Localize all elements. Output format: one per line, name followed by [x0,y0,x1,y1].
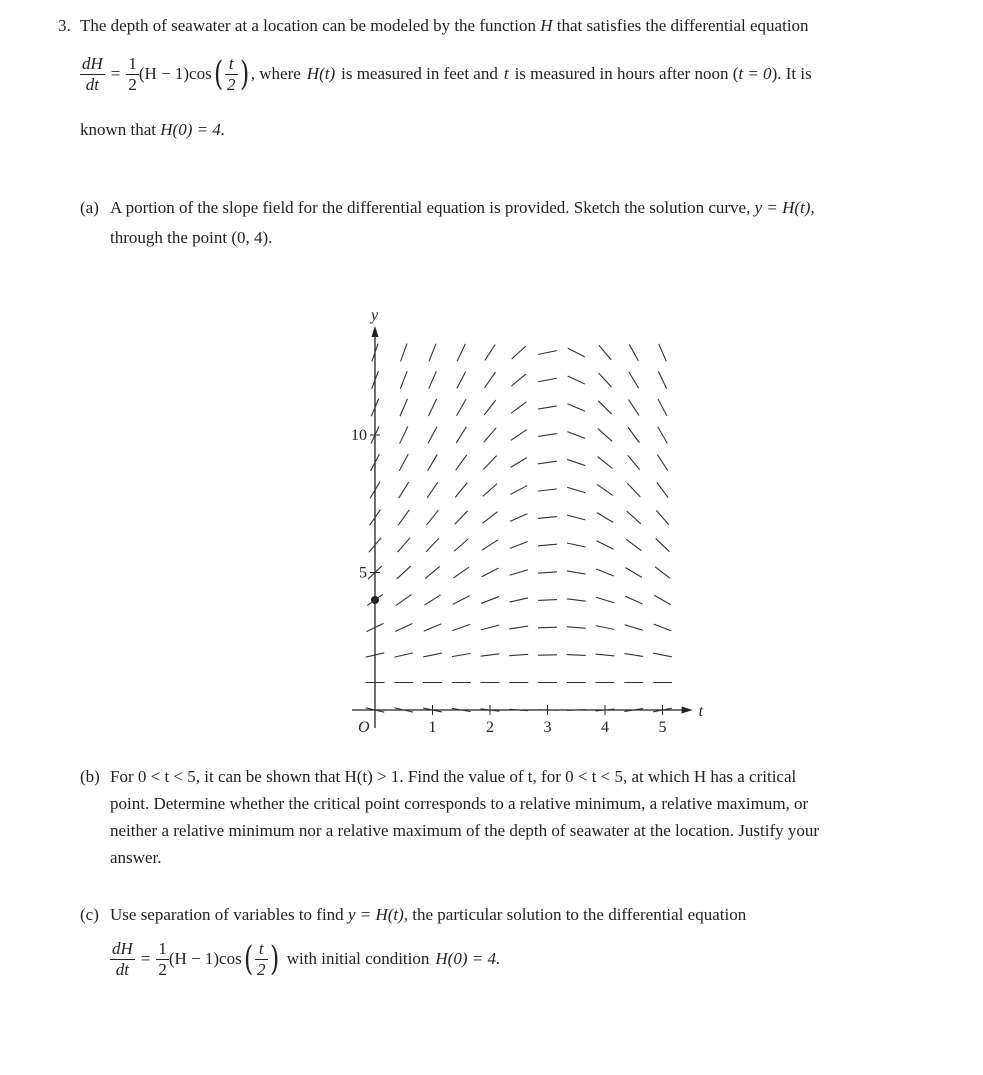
slope-segment [538,572,557,573]
slope-segment [482,512,497,524]
t-axis-arrow [682,707,693,714]
slope-segment [427,482,438,498]
known-text: known that [80,120,157,139]
t-zero: t = 0 [738,64,772,84]
slope-segment [658,399,667,416]
known-line [80,118,225,142]
slope-segment [456,427,466,443]
slope-segment [510,542,528,549]
slope-segment [484,428,496,442]
slope-segment [511,458,527,468]
slope-segment [599,373,612,387]
slope-segment [596,597,614,602]
slope-segment [396,595,412,606]
part-b-line-1: For 0 < t < 5, it can be shown that H(t) > 1. Find the value of t, for 0 < t < 5, at which H has a critical [110,767,797,786]
y-axis-label: y [371,307,379,324]
slope-segment [509,626,528,629]
slope-segment [538,378,557,381]
slope-segment [627,483,640,497]
intro-func: H [540,16,553,35]
slope-segment [428,454,438,470]
intro-text: The depth of seawater at a location can be modeled by the function [80,16,536,35]
slope-segment [654,595,670,604]
slope-segment [427,510,439,525]
slope-segment [394,653,413,657]
c-eq-body: (H − 1)cos [168,949,242,969]
part-b-label: (b) [80,767,100,786]
slope-segment [424,624,442,631]
c-half-den: 2 [158,959,167,979]
c-equals-sign: = [140,949,151,969]
slope-segment [597,513,613,523]
c-half-num: 1 [158,939,167,958]
axis-labels [351,307,704,736]
x-tick-label: 5 [658,719,667,736]
slope-segment [655,567,670,579]
slope-segment [424,595,440,605]
slope-segments [366,344,673,713]
half-fraction [126,55,139,94]
x-tick-label: 1 [428,719,437,736]
slope-segment [483,456,496,470]
part-b-line-2: point. Determine whether the critical point corresponds to a relative minimum, a relative maximum, or [110,794,809,813]
y-tick-label: 5 [359,564,367,582]
slope-segment [656,510,668,524]
slope-segment [596,654,615,656]
c-dH-dt-fraction [110,940,135,979]
y-axis-arrow [372,326,379,337]
slope-segment [658,371,666,388]
c-cond: H(0) = 4. [435,949,501,969]
slope-segment [510,486,527,495]
half-num: 1 [128,54,137,73]
c-frac-den: dt [115,959,129,979]
slope-segment [567,459,585,465]
slope-segment [509,654,528,655]
slope-segment [568,376,585,384]
slope-segment [658,427,668,443]
slope-segment [399,482,409,498]
slope-segment [453,567,469,578]
slope-segment [654,624,672,631]
slope-segment [400,399,408,416]
c-frac-num: dH [112,939,133,958]
slope-segment [598,457,613,469]
Ht: H(t) [306,64,336,84]
y-tick-label: 10 [351,427,367,444]
slope-segment [456,455,467,470]
part-a-text-2: through the point [110,228,228,247]
slope-segment [598,429,612,442]
slope-segment [454,539,468,552]
t-over-2-fraction [225,55,238,94]
slope-segment [653,653,672,657]
slope-segment [567,515,585,520]
slope-segment [625,625,643,630]
equals-sign: = [110,64,121,84]
slope-segment [428,399,436,416]
x-tick-label: 2 [486,719,494,736]
part-a-point: (0, 4). [231,228,273,247]
c-t-over-2-fraction [255,940,268,979]
slope-segment [457,372,466,389]
slope-segment [429,371,437,388]
part-a-line-1 [110,196,815,220]
slope-segment [485,345,495,361]
x-tick-label: 3 [543,719,552,736]
slope-segment [453,596,470,605]
problem-intro [80,14,809,38]
slope-segment [596,569,614,576]
part-c-line-1 [110,903,746,927]
slope-segment [481,654,500,656]
slope-segment [626,539,641,550]
problem-number: 3. [58,16,71,35]
slope-segment [567,571,586,574]
c-t-num: t [255,940,268,960]
slope-segment [398,538,410,552]
slope-segment [567,487,585,492]
where-1: , where [250,64,301,84]
dH-dt-fraction [80,55,105,94]
slope-segment [567,655,586,656]
slope-segment [455,511,468,525]
slope-segment [398,510,409,525]
slope-segment [538,600,557,601]
slope-segment [596,541,613,549]
slope-segment [538,351,557,355]
part-a-line-2 [110,226,272,250]
slope-segment [628,455,640,470]
slope-segment [656,538,670,551]
slope-segment [457,344,465,361]
c-cond-text: with initial condition [286,949,430,969]
t-num: t [225,55,238,75]
slope-segment [395,624,412,632]
slope-segment [567,432,585,439]
slope-segment [567,599,586,601]
slope-segment [482,540,498,550]
slope-segment [452,624,470,630]
slope-segment [567,627,586,629]
t-var: t [503,64,509,84]
initial-condition: H(0) = 4. [160,120,226,139]
slope-segment [511,430,527,441]
part-c-text-1c: the particular solution to the differential equation [412,905,747,924]
part-b-line-4: answer. [110,848,162,867]
slope-segment [401,344,407,362]
slope-segment [510,570,528,575]
slope-segment [657,455,667,471]
differential-equation-line: $\frac{dH}{dt}$ = $\frac{1}{2}$ (H − 1)cos ( $\frac{t}{2}$ ) , where H(t) is measured in feet and t is measured in hours after noon ( t = 0 ). It is [82,54,812,95]
slope-segment [629,344,638,361]
slope-segment [457,399,466,415]
slope-segment [484,400,496,415]
slope-segment [538,434,557,437]
frac-den: dt [85,74,99,94]
slope-segment [568,348,585,357]
eq-body: (H − 1)cos [138,64,212,84]
slope-segment [538,489,557,491]
intro-text-end: that satisfies the differential equation [556,16,809,35]
c-half-fraction [156,940,169,979]
where-3: is measured in hours after noon ( [514,64,739,84]
part-c-equation-line: $\frac{dH}{dt}$ = $\frac{1}{2}$ (H − 1)cos ( $\frac{t}{2}$ ) with initial condition H(0) = 4. [112,939,501,980]
slope-segment [659,344,667,361]
origin-label: O [358,719,370,736]
slope-segment [455,483,467,498]
half-den: 2 [128,74,137,94]
slope-segment [481,597,499,604]
slope-segment [485,372,496,388]
x-tick-label: 4 [601,719,609,736]
slope-segment [596,626,615,630]
slope-segment [482,568,499,577]
slope-segment [598,401,611,414]
where-2: is measured in feet and [341,64,498,84]
slope-segment [400,371,407,389]
slope-segment [625,596,642,604]
slope-segment [426,538,439,552]
slope-segment [481,625,499,630]
slope-segment [538,406,557,409]
slope-segment [599,345,611,360]
slope-segment [483,484,497,497]
slope-segment [510,514,527,522]
slope-segment [628,427,639,442]
slope-segment [509,598,528,602]
frac-num: dH [82,54,103,73]
part-a-label: (a) [80,198,99,217]
slope-segment [627,511,641,524]
slope-segment [629,372,639,388]
slope-segment [538,517,557,519]
slope-segment [511,374,526,386]
slope-segment [397,566,411,579]
slope-segment [657,482,668,497]
t-den: 2 [227,74,236,94]
slope-segment [538,627,557,628]
part-b-line-3: neither a relative minimum nor a relative maximum of the depth of seawater at the location. Justify your [110,821,820,840]
part-c-text-1a: Use separation of variables to find [110,905,344,924]
slope-segment [425,566,440,578]
slope-segment [423,653,442,657]
slope-segment [400,426,408,443]
part-c-y-eq: y = H(t), [347,905,409,924]
slope-segment [567,543,586,547]
slope-segment [568,404,585,411]
slope-segment [626,568,642,578]
slope-segment [538,544,557,546]
slope-segment [429,344,436,362]
slope-segment [452,653,471,656]
t-axis-label: t [698,703,704,720]
slope-segment [538,461,557,464]
axes [352,326,693,728]
slope-segment [628,400,639,416]
slope-segment [624,654,643,657]
c-t-den: 2 [257,959,266,979]
slope-segment [512,346,526,359]
part-c-label: (c) [80,905,99,924]
slope-field-graph [330,280,730,750]
part-a-text-1: A portion of the slope field for the differential equation is provided. Sketch the solution curve, [110,198,751,217]
part-a-y-eq: y = H(t), [754,198,815,217]
slope-segment [428,427,437,444]
where-4: ). It is [771,64,812,84]
slope-segment [511,402,526,413]
slope-segment [399,454,408,471]
slope-segment [597,485,613,496]
